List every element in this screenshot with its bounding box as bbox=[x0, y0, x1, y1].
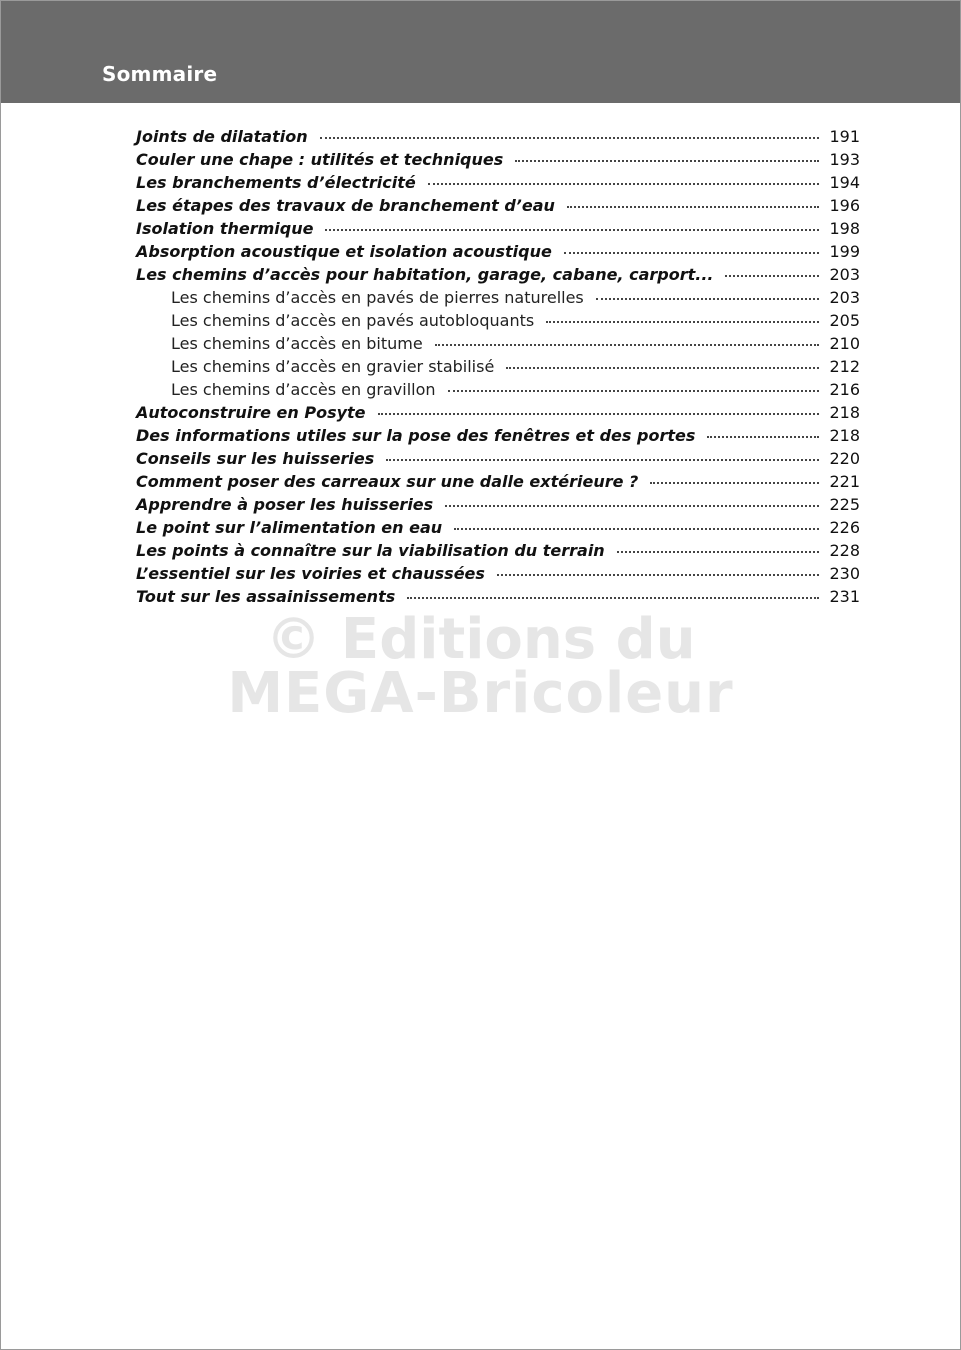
toc-entry-page-number: 230 bbox=[829, 564, 860, 583]
toc-entry bbox=[136, 585, 860, 608]
toc-entry bbox=[136, 562, 860, 585]
toc-entry-page-number: 221 bbox=[829, 472, 860, 491]
toc-entry bbox=[136, 171, 860, 194]
toc-entry-title: Les chemins d’accès pour habitation, garage, cabane, carport... bbox=[136, 265, 714, 284]
dot-leader bbox=[407, 596, 819, 599]
toc-entry-title: Isolation thermique bbox=[136, 219, 314, 238]
toc-entry-title: Les chemins d’accès en bitume bbox=[171, 334, 423, 353]
dot-leader bbox=[650, 481, 819, 484]
toc-entry-page-number: 191 bbox=[829, 127, 860, 146]
dot-leader bbox=[596, 297, 820, 300]
toc-entry bbox=[136, 424, 860, 447]
toc-entry-page-number: 203 bbox=[829, 288, 860, 307]
toc-entry-title: Des informations utiles sur la pose des fenêtres et des portes bbox=[136, 426, 696, 445]
toc-entry-page-number: 220 bbox=[829, 449, 860, 468]
table-of-contents bbox=[136, 125, 860, 608]
toc-entry-page-number: 212 bbox=[829, 357, 860, 376]
dot-leader bbox=[546, 320, 819, 323]
toc-entry bbox=[136, 240, 860, 263]
dot-leader bbox=[454, 527, 819, 530]
toc-entry-title: Le point sur l’alimentation en eau bbox=[136, 518, 443, 537]
toc-entry-title: Couler une chape : utilités et techniques bbox=[136, 150, 504, 169]
toc-subentry bbox=[136, 286, 860, 309]
dot-leader bbox=[497, 573, 820, 576]
toc-subentry bbox=[136, 355, 860, 378]
toc-entry bbox=[136, 217, 860, 240]
toc-entry-title: Conseils sur les huisseries bbox=[136, 449, 375, 468]
toc-entry-title: Comment poser des carreaux sur une dalle extérieure ? bbox=[136, 472, 639, 491]
toc-entry bbox=[136, 263, 860, 286]
page-header bbox=[1, 1, 960, 103]
toc-entry-page-number: 218 bbox=[829, 403, 860, 422]
toc-entry-page-number: 228 bbox=[829, 541, 860, 560]
dot-leader bbox=[564, 251, 820, 254]
dot-leader bbox=[428, 182, 820, 185]
copyright-watermark bbox=[1, 607, 960, 726]
toc-entry bbox=[136, 148, 860, 171]
toc-entry-title: Les points à connaître sur la viabilisation du terrain bbox=[136, 541, 605, 560]
toc-entry-title: Les étapes des travaux de branchement d’eau bbox=[136, 196, 555, 215]
toc-entry-page-number: 194 bbox=[829, 173, 860, 192]
toc-subentry bbox=[136, 309, 860, 332]
toc-entry-title: Les branchements d’électricité bbox=[136, 173, 416, 192]
page-title: Sommaire bbox=[102, 62, 218, 86]
toc-entry-page-number: 225 bbox=[829, 495, 860, 514]
toc-subentry bbox=[136, 378, 860, 401]
toc-entry-title: Les chemins d’accès en gravillon bbox=[171, 380, 436, 399]
toc-entry-title: Les chemins d’accès en pavés de pierres naturelles bbox=[171, 288, 584, 307]
toc-entry bbox=[136, 125, 860, 148]
toc-entry-page-number: 226 bbox=[829, 518, 860, 537]
toc-entry-page-number: 203 bbox=[829, 265, 860, 284]
toc-entry bbox=[136, 516, 860, 539]
toc-subentry bbox=[136, 332, 860, 355]
watermark-line-2: MEGA-Bricoleur bbox=[227, 661, 734, 726]
toc-entry-title: Absorption acoustique et isolation acoustique bbox=[136, 242, 552, 261]
toc-entry-page-number: 216 bbox=[829, 380, 860, 399]
dot-leader bbox=[617, 550, 820, 553]
toc-entry-title: Apprendre à poser les huisseries bbox=[136, 495, 434, 514]
toc-entry bbox=[136, 447, 860, 470]
toc-entry bbox=[136, 470, 860, 493]
toc-entry bbox=[136, 493, 860, 516]
dot-leader bbox=[445, 504, 819, 507]
toc-entry-title: Tout sur les assainissements bbox=[136, 587, 396, 606]
dot-leader bbox=[725, 274, 819, 277]
toc-entry-title: Joints de dilatation bbox=[136, 127, 308, 146]
dot-leader bbox=[378, 412, 820, 415]
toc-entry-page-number: 199 bbox=[829, 242, 860, 261]
toc-entry-page-number: 231 bbox=[829, 587, 860, 606]
dot-leader bbox=[435, 343, 820, 346]
dot-leader bbox=[515, 159, 819, 162]
toc-entry-page-number: 198 bbox=[829, 219, 860, 238]
dot-leader bbox=[506, 366, 819, 369]
watermark-line-1: © Editions du bbox=[265, 607, 696, 672]
toc-entry-title: Autoconstruire en Posyte bbox=[136, 403, 366, 422]
dot-leader bbox=[325, 228, 819, 231]
toc-entry-page-number: 205 bbox=[829, 311, 860, 330]
toc-entry-page-number: 218 bbox=[829, 426, 860, 445]
toc-entry bbox=[136, 539, 860, 562]
toc-entry-page-number: 210 bbox=[829, 334, 860, 353]
dot-leader bbox=[567, 205, 820, 208]
toc-entry-title: Les chemins d’accès en gravier stabilisé bbox=[171, 357, 495, 376]
dot-leader bbox=[707, 435, 819, 438]
dot-leader bbox=[320, 136, 820, 139]
toc-entry bbox=[136, 401, 860, 424]
toc-entry bbox=[136, 194, 860, 217]
toc-entry-page-number: 196 bbox=[829, 196, 860, 215]
toc-entry-title: Les chemins d’accès en pavés autobloquants bbox=[171, 311, 535, 330]
toc-entry-title: L’essentiel sur les voiries et chaussées bbox=[136, 564, 485, 583]
dot-leader bbox=[448, 389, 820, 392]
toc-entry-page-number: 193 bbox=[829, 150, 860, 169]
dot-leader bbox=[386, 458, 819, 461]
